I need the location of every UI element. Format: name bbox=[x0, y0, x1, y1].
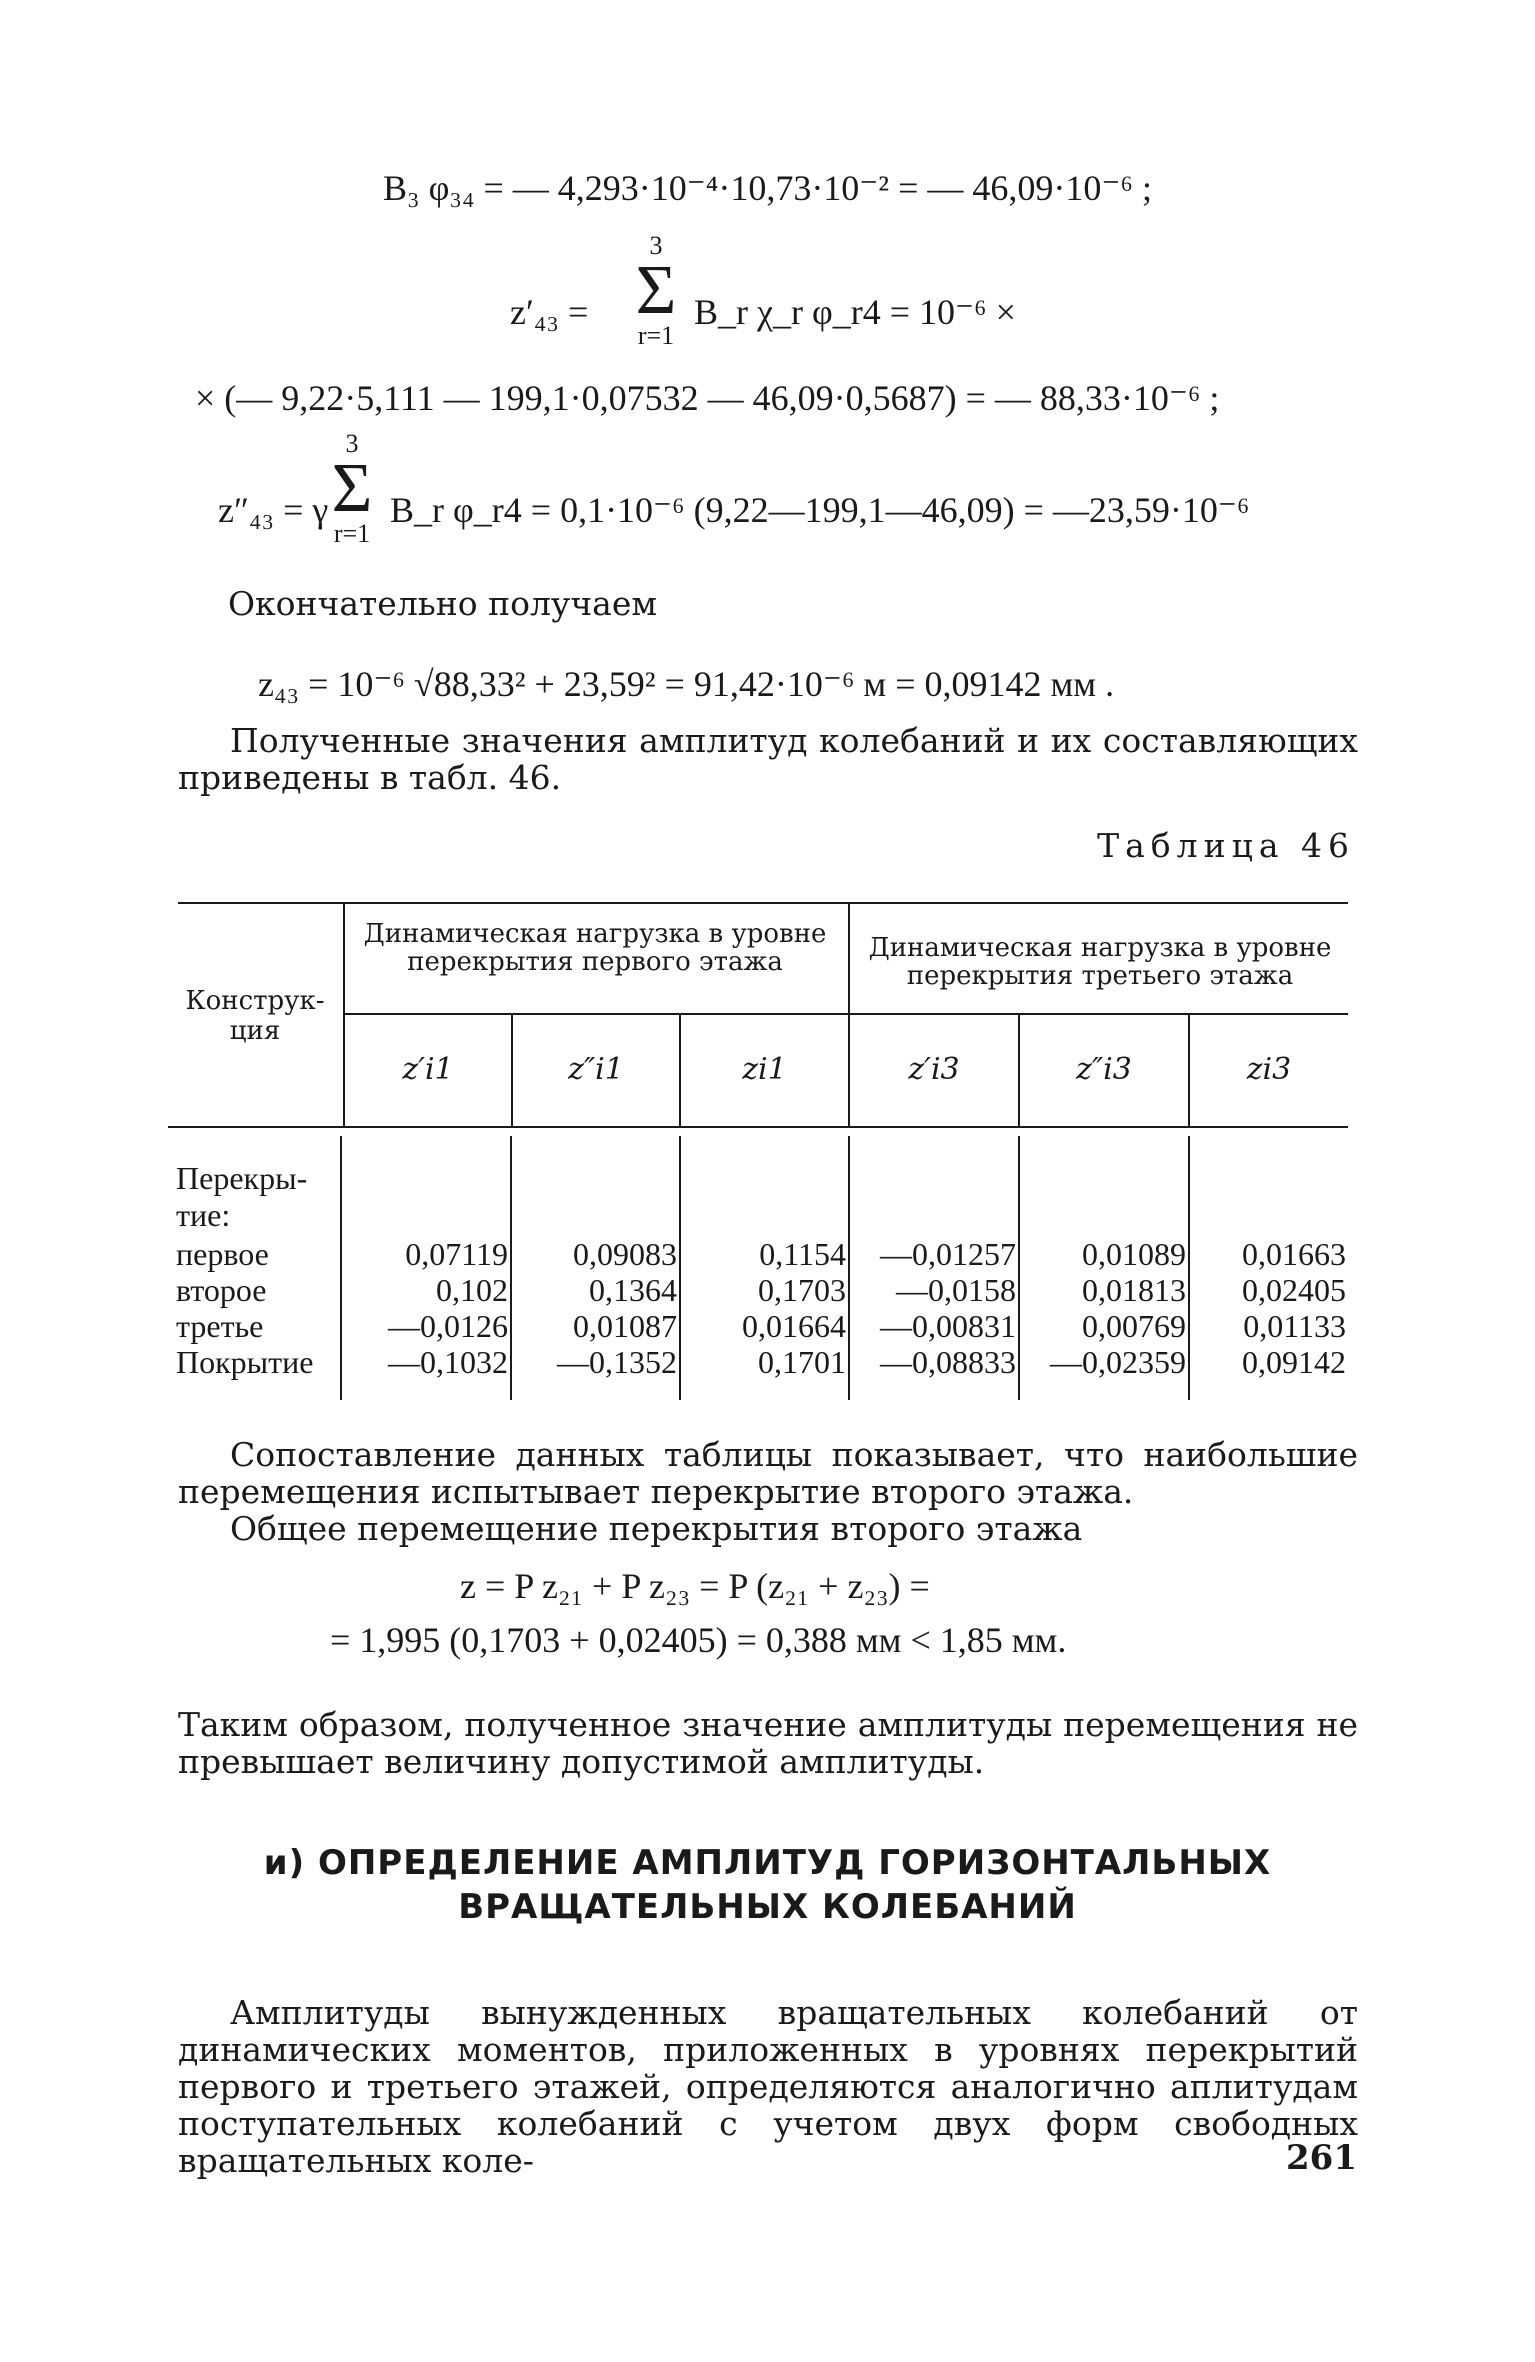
formula-z43-dprime-left: z″₄₃ = γ bbox=[218, 490, 329, 530]
table-caption: Таблица 46 bbox=[1097, 826, 1355, 865]
formula-z-total-1: z = P z₂₁ + P z₂₃ = P (z₂₁ + z₂₃) = bbox=[460, 1566, 930, 1606]
table-top-rule bbox=[178, 902, 1348, 904]
table-subheader-rule bbox=[345, 1013, 1348, 1015]
table-cell: 0,01663 bbox=[1242, 1236, 1346, 1272]
table-cell: —0,02359 bbox=[1050, 1344, 1186, 1380]
paragraph-comparison bbox=[178, 1436, 1358, 1510]
sigma-icon: Σ bbox=[635, 252, 677, 329]
body-vline-5 bbox=[1018, 1136, 1020, 1400]
table-cell: —0,00831 bbox=[880, 1308, 1016, 1344]
section-heading-line-2: ВРАЩАТЕЛЬНЫХ КОЛЕБАНИЙ bbox=[458, 1887, 1077, 1927]
subheader-z-prime-i1: z′i1 bbox=[402, 1052, 454, 1087]
table-cell: —0,0126 bbox=[388, 1308, 508, 1344]
table-cell: 0,01087 bbox=[573, 1308, 677, 1344]
header-group-third-floor: Динамическая нагрузка в уровне перекрытия третьего этажа bbox=[868, 933, 1332, 991]
table-cell: 0,01813 bbox=[1082, 1272, 1186, 1308]
paragraph-conclusion bbox=[178, 1706, 1358, 1780]
sum-symbol bbox=[628, 232, 684, 350]
paragraph-total bbox=[178, 1510, 1358, 1547]
body-vline-3 bbox=[679, 1136, 681, 1400]
paragraph-values-text: Полученные значения амплитуд колебаний и их составляющих приведены в табл. 46. bbox=[178, 721, 1358, 797]
table-cell: 0,1703 bbox=[758, 1272, 846, 1308]
paragraph-conclusion-text: Таким образом, полученное значение амплитуды перемещения не превышает величину допустимой амплитуды. bbox=[178, 1705, 1358, 1781]
row-label: Покрытие bbox=[176, 1344, 314, 1380]
row-label: первое bbox=[176, 1236, 269, 1272]
formula-z43-prime-left: z′₄₃ = bbox=[510, 292, 589, 332]
body-vline-1 bbox=[340, 1136, 342, 1400]
table-cell: —0,08833 bbox=[880, 1344, 1016, 1380]
paragraph-rotational-text: Амплитуды вынужденных вращательных колебаний от динамических моментов, приложенных в уровнях перекрытий первого и третьего этажей, определяются аналогично аплитудам поступательных колебаний с учетом двух форм свободных вращательных коле- bbox=[178, 1993, 1358, 2180]
formula-b3phi34: B₃ φ₃₄ = — 4,293·10⁻⁴·10,73·10⁻² = — 46,09·10⁻⁶ ; bbox=[383, 168, 1152, 208]
table-cell: —0,0158 bbox=[896, 1272, 1016, 1308]
paragraph-comparison-text: Сопоставление данных таблицы показывает, что наибольшие перемещения испытывает перекрытие второго этажа. bbox=[178, 1435, 1358, 1511]
subheader-z-dprime-i1: z″i1 bbox=[568, 1052, 624, 1087]
table-cell: 0,1701 bbox=[758, 1344, 846, 1380]
table-cell: —0,01257 bbox=[880, 1236, 1016, 1272]
sum-upper-limit: 3 bbox=[649, 231, 663, 260]
sum-lower-limit: r=1 bbox=[637, 321, 675, 350]
table-header-rule bbox=[168, 1126, 1348, 1128]
body-vline-4 bbox=[848, 1136, 850, 1400]
row-label: третье bbox=[176, 1308, 264, 1344]
formula-z43-prime-right: B_r χ_r φ_r4 = 10⁻⁶ × bbox=[694, 292, 1016, 332]
formula-z-total-2: = 1,995 (0,1703 + 0,02405) = 0,388 мм < 1,85 мм. bbox=[330, 1620, 1067, 1660]
paragraph-values bbox=[178, 722, 1358, 796]
text-finally: Окончательно получаем bbox=[228, 584, 658, 623]
subheader-z-dprime-i3: z″i3 bbox=[1076, 1052, 1132, 1087]
body-vline-2 bbox=[510, 1136, 512, 1400]
page-number: 261 bbox=[1286, 2138, 1357, 2178]
paragraph-rotational bbox=[178, 1994, 1358, 2179]
header-group-first-floor: Динамическая нагрузка в уровне перекрытия первого этажа bbox=[363, 919, 827, 977]
sigma-icon: Σ bbox=[331, 450, 373, 527]
body-vline-6 bbox=[1188, 1136, 1190, 1400]
row-label: второе bbox=[176, 1272, 267, 1308]
sum-lower-limit-2: r=1 bbox=[333, 519, 371, 548]
table-cell: 0,09083 bbox=[573, 1236, 677, 1272]
row-group-label: Перекры-тие: bbox=[176, 1160, 308, 1233]
formula-z43-dprime-right: B_r φ_r4 = 0,1·10⁻⁶ (9,22—199,1—46,09) = —23,59·10⁻⁶ bbox=[390, 490, 1250, 530]
formula-z43-prime-cont: × (— 9,22·5,111 — 199,1·0,07532 — 46,09·0,5687) = — 88,33·10⁻⁶ ; bbox=[195, 378, 1220, 418]
table-cell: 0,00769 bbox=[1082, 1308, 1186, 1344]
subheader-z-i3: zi3 bbox=[1246, 1052, 1292, 1087]
table-cell: 0,1154 bbox=[759, 1236, 846, 1272]
table-cell: 0,09142 bbox=[1242, 1344, 1346, 1380]
subheader-z-i1: zi1 bbox=[742, 1052, 787, 1087]
sum-symbol-2 bbox=[324, 430, 380, 548]
table-cell: 0,01089 bbox=[1082, 1236, 1186, 1272]
table-cell: 0,02405 bbox=[1242, 1272, 1346, 1308]
section-heading-line-1: и) ОПРЕДЕЛЕНИЕ АМПЛИТУД ГОРИЗОНТАЛЬНЫХ bbox=[263, 1843, 1272, 1883]
table-cell: 0,1364 bbox=[589, 1272, 677, 1308]
sum-upper-limit-2: 3 bbox=[345, 429, 359, 458]
subheader-z-prime-i3: z′i3 bbox=[908, 1052, 960, 1087]
table-cell: 0,01664 bbox=[742, 1308, 846, 1344]
table-cell: —0,1352 bbox=[557, 1344, 677, 1380]
table-cell: —0,1032 bbox=[388, 1344, 508, 1380]
table-cell: 0,01133 bbox=[1243, 1308, 1346, 1344]
formula-z43: z₄₃ = 10⁻⁶ √88,33² + 23,59² = 91,42·10⁻⁶ м = 0,09142 мм . bbox=[258, 664, 1115, 704]
paragraph-total-text: Общее перемещение перекрытия второго этажа bbox=[230, 1509, 1083, 1548]
table-cell: 0,102 bbox=[436, 1272, 508, 1308]
table-cell: 0,07119 bbox=[405, 1236, 508, 1272]
header-construction: Конструк-ция bbox=[185, 986, 325, 1046]
